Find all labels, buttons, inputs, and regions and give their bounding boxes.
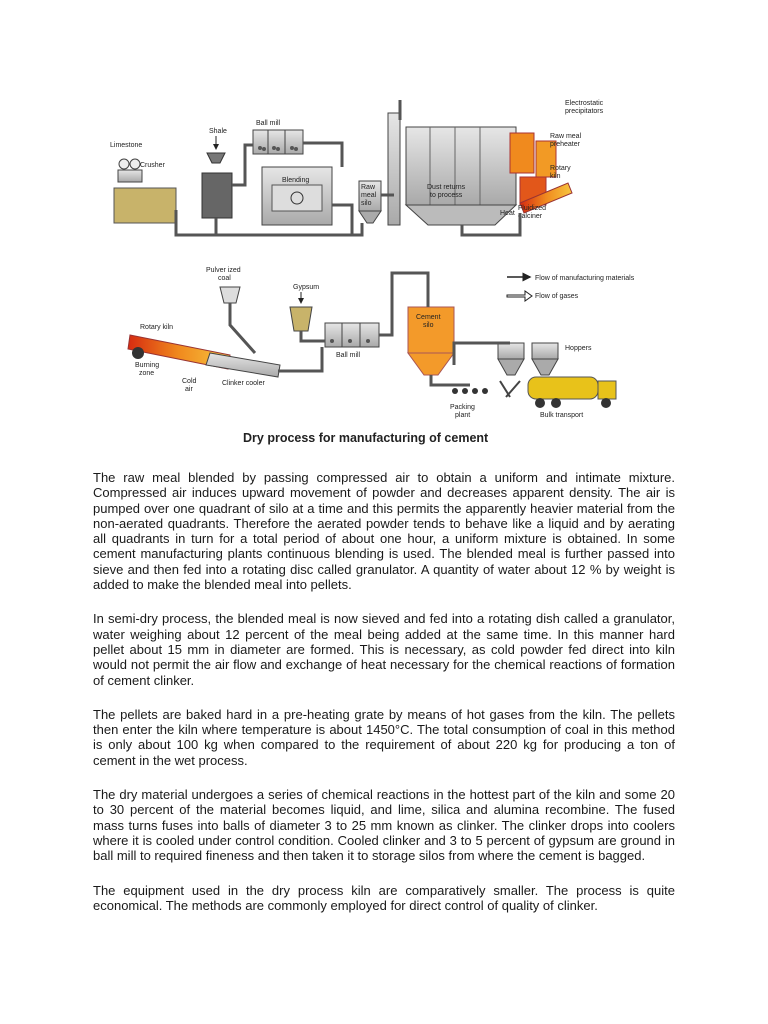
- paragraph: The raw meal blended by passing compressed air to obtain a uniform and intimate mixture. Compressed air induces upward movement of powder and decreases apparent density. The air is pumped over one quadrant of silo at a time and this permits the apparently heavier material from the non-aerated quadrants. Therefore the aerated powder tends to behave like a liquid and by aerating all quadrants in turn for a total period of about one hour, a uniform mixture is obtained. In some cement manufacturing plants continuous blending is used. The blended meal is further passed into sieve and then fed into a rotating disc called granulator. A quantity of water about 12 % by weight is added to make the blended meal into pellets.: [93, 470, 675, 593]
- label-raw-meal-silo-3: silo: [361, 200, 372, 207]
- label-clinker-cooler: Clinker cooler: [222, 380, 265, 387]
- label-blending: Blending: [282, 177, 310, 184]
- label-ball-mill-bottom: Ball mill: [336, 352, 361, 359]
- label-burning-zone-2: zone: [139, 370, 155, 377]
- label-cement-silo-1: Cement: [416, 314, 441, 321]
- label-raw-meal-preheater-2: preheater: [550, 141, 580, 148]
- label-shale: Shale: [209, 128, 227, 135]
- limestone-pile: [114, 188, 176, 223]
- label-hoppers: Hoppers: [565, 345, 592, 352]
- clinker-cooler: [206, 353, 280, 377]
- label-packing-plant-2: plant: [455, 412, 471, 419]
- label-rotary-kiln-bottom: Rotary kiln: [140, 324, 174, 331]
- label-electrostatic-2: precipitators: [565, 108, 604, 115]
- label-burning-zone-1: Burning: [135, 362, 160, 369]
- label-fluidized-1: Fluidized: [518, 205, 547, 212]
- legend: [507, 275, 635, 301]
- process-diagram: [110, 85, 670, 450]
- label-fluidized-2: calciner: [518, 213, 543, 220]
- hoppers: [498, 343, 558, 375]
- label-rotary-kiln-top-2: kiln: [550, 173, 561, 180]
- paragraph: The equipment used in the dry process kiln are comparatively smaller. The process is quite economical. The methods are commonly employed for direct control of quality of clinker.: [93, 882, 675, 913]
- ball-mill-top: [253, 130, 303, 154]
- label-raw-meal-silo-2: meal: [361, 192, 377, 199]
- packing-plant: [452, 381, 520, 397]
- paragraph: In semi-dry process, the blended meal is now sieved and fed into a rotating dish called a granulator, water weighing about 12 percent of the meal being added at the same time. In this manner hard pellet about 15 mm in diameter are formed. This is necessary, as cold powder fed direct into kiln would not permit the air flow and exchange of heat necessary for the chemical reactions of formation of cement clinker.: [93, 611, 675, 688]
- label-cold-air-1: Cold: [182, 378, 197, 385]
- figure-caption: Dry process for manufacturing of cement: [243, 431, 489, 445]
- label-raw-meal-silo-1: Raw: [361, 184, 376, 191]
- label-pulverized-coal-1: Pulver ized: [206, 267, 241, 274]
- legend-materials: Flow of manufacturing materials: [535, 275, 635, 282]
- label-heat: Heat: [500, 210, 515, 217]
- label-dust-returns-1: Dust returns: [427, 184, 466, 191]
- body-text: [93, 470, 675, 932]
- gas-stack: [388, 113, 400, 225]
- bulk-transport-truck: [528, 377, 616, 408]
- label-gypsum: Gypsum: [293, 284, 320, 291]
- process-diagram-svg: [110, 85, 670, 450]
- shale-hopper: [202, 153, 232, 218]
- label-pulverized-coal-2: coal: [218, 275, 231, 282]
- label-rotary-kiln-top-1: Rotary: [550, 165, 571, 172]
- label-packing-plant-1: Packing: [450, 404, 475, 411]
- gypsum-hopper: [290, 307, 312, 331]
- paragraph: The dry material undergoes a series of chemical reactions in the hottest part of the kiln and some 20 to 30 percent of the material becomes liquid, and lime, silica and alumina recombine. The fused mass turns fuses into balls of diameter 3 to 25 mm known as clinker. The clinker drops into coolers where it is cooled under control condition. Cooled clinker and 3 to 5 percent of gypsum are ground in ball mill to required fineness and then taken it to storage silos from where the cement is bagged.: [93, 787, 675, 864]
- label-crusher: Crusher: [140, 162, 165, 169]
- label-cement-silo-2: silo: [423, 322, 434, 329]
- label-ball-mill-top: Ball mill: [256, 120, 281, 127]
- label-limestone: Limestone: [110, 142, 143, 149]
- blending-unit: [262, 167, 332, 225]
- label-electrostatic-1: Electrostatic: [565, 100, 604, 107]
- label-dust-returns-2: to process: [430, 192, 463, 199]
- legend-gases: Flow of gases: [535, 293, 579, 300]
- ball-mill-bottom: [325, 323, 379, 347]
- label-cold-air-2: air: [185, 386, 193, 393]
- crusher: [118, 159, 142, 182]
- pulverized-coal-hopper: [220, 287, 240, 303]
- label-bulk-transport: Bulk transport: [540, 412, 584, 419]
- label-raw-meal-preheater-1: Raw meal: [550, 133, 582, 140]
- paragraph: The pellets are baked hard in a pre-heating grate by means of hot gases from the kiln. The pellets then enter the kiln where temperature is about 1450°C. The total consumption of coal in this method is only about 100 kg when compared to the requirement of about 220 kg for producing a ton of cement in the wet process.: [93, 706, 675, 768]
